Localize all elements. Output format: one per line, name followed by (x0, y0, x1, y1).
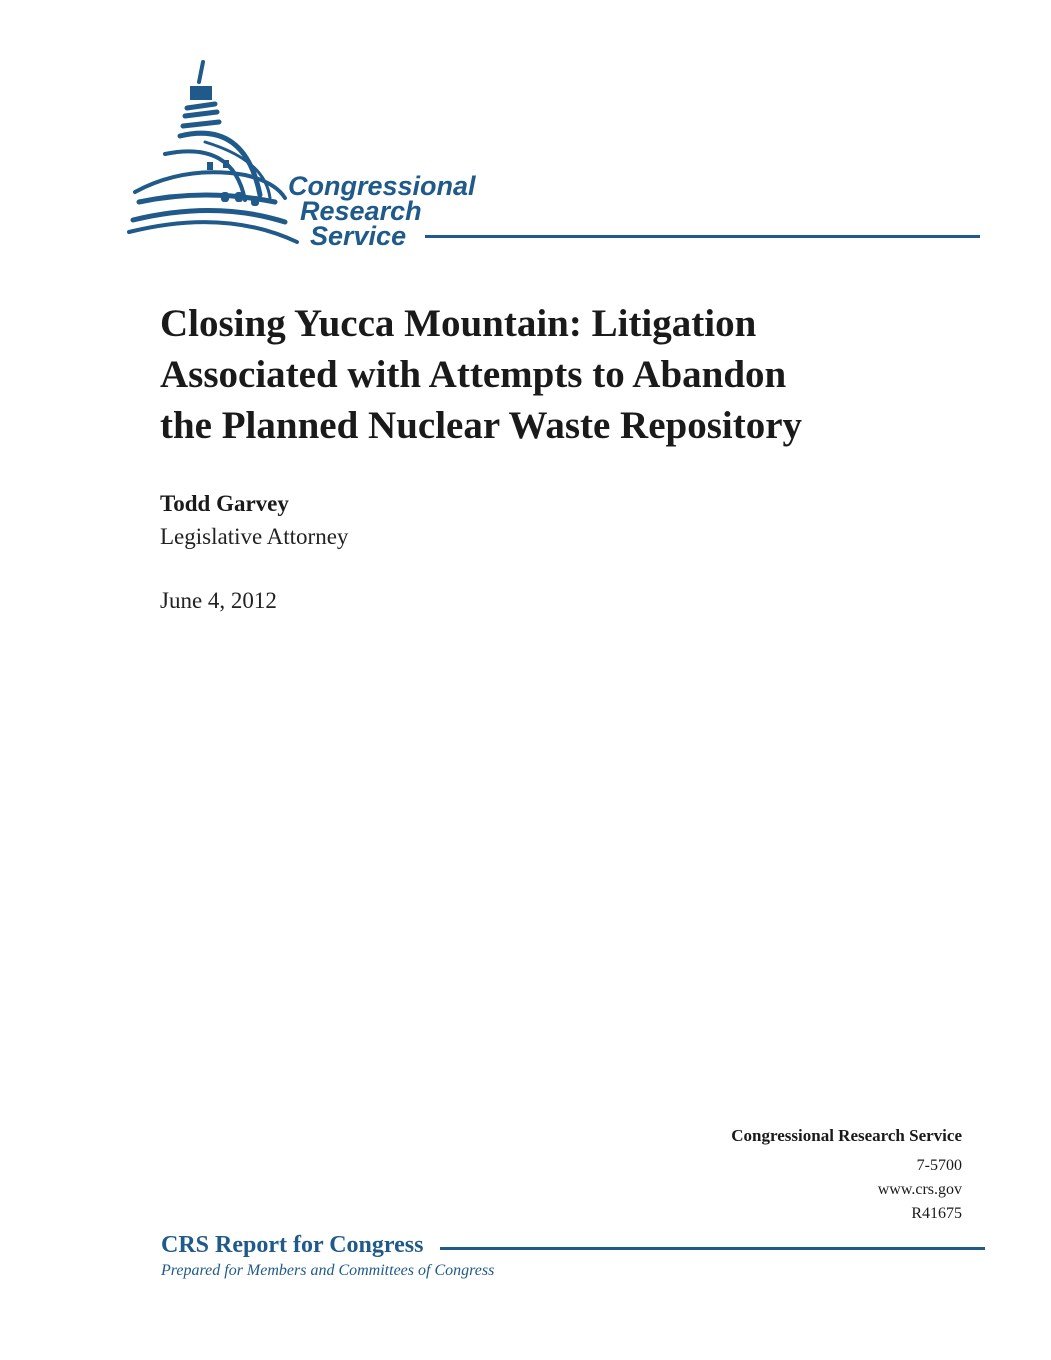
footer-subtitle: Prepared for Members and Committees of Congress (161, 1262, 495, 1279)
footer-title: CRS Report for Congress (161, 1232, 424, 1258)
document-title (160, 298, 880, 451)
logo-word-research: Research (300, 196, 422, 226)
logo-wordmark (288, 170, 518, 250)
logo-cupola (183, 104, 219, 126)
footer-rule (440, 1247, 985, 1250)
title-line: the Planned Nuclear Waste Repository (160, 404, 803, 447)
report-date: June 4, 2012 (160, 588, 277, 613)
logo-statue (199, 62, 203, 82)
title-line: Associated with Attempts to Abandon (160, 353, 787, 396)
publisher-website: www.crs.gov (877, 1181, 962, 1198)
logo-word-service: Service (310, 221, 407, 251)
logo-base-4 (129, 222, 297, 242)
report-number: R41675 (911, 1205, 962, 1222)
publisher-phone: 7-5700 (916, 1157, 962, 1174)
logo-lantern (190, 86, 212, 100)
author-role: Legislative Attorney (160, 524, 349, 549)
header-rule (425, 235, 980, 238)
title-line: Closing Yucca Mountain: Litigation (160, 302, 757, 345)
publisher-name: Congressional Research Service (731, 1126, 962, 1145)
publisher-block (731, 1124, 962, 1226)
logo-word-congressional: Congressional (288, 171, 476, 201)
author-name: Todd Garvey (160, 491, 289, 516)
